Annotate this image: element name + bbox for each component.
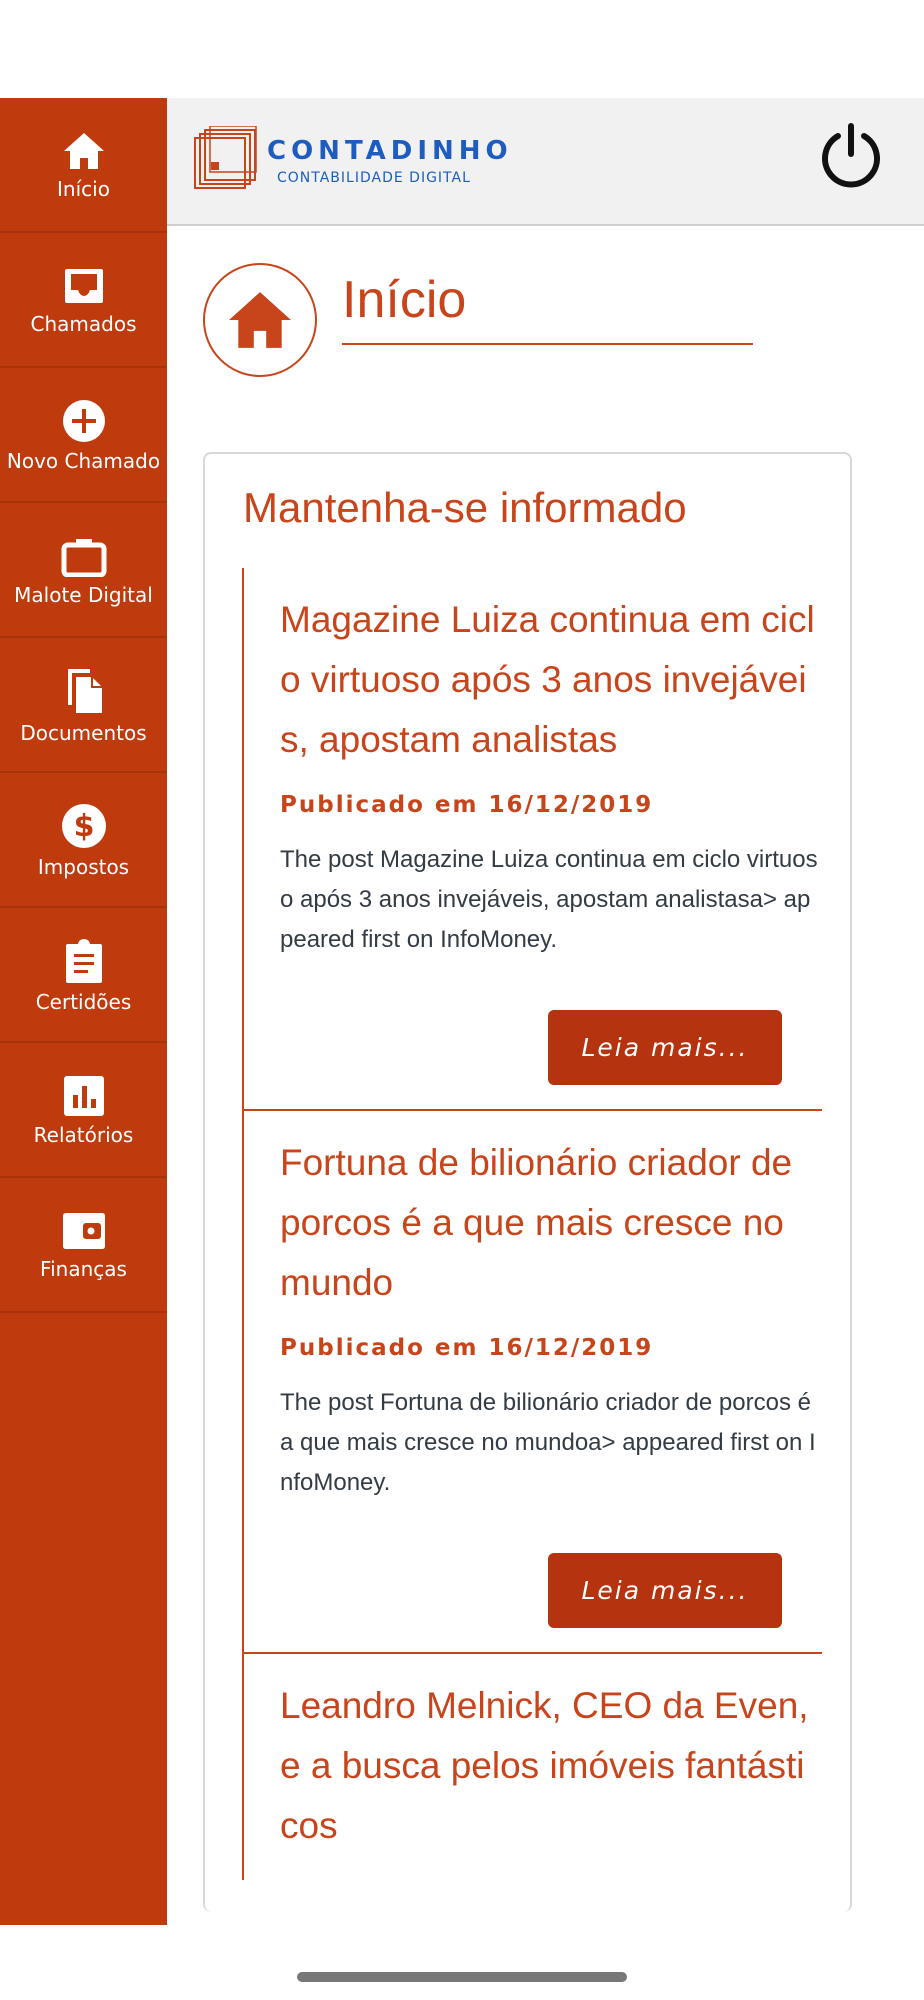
sidebar-item-label: Início [57,176,110,201]
post-description: The post Magazine Luiza continua em ciclo virtuoso após 3 anos invejáveis, apostam analistasa> appeared first on InfoMoney. [280,846,818,953]
sidebar-item-label: Certidões [35,989,132,1014]
sidebar-item-label: Relatórios [33,1122,134,1147]
news-feed [242,568,822,1880]
sidebar-item-inicio[interactable] [0,98,167,233]
brand-name: CONTADINHO [267,136,513,166]
post-title[interactable]: Magazine Luiza continua em ciclo virtuoso após 3 anos invejáveis, apostam analistas [280,599,815,760]
dollar-circle-icon [61,803,107,849]
news-post [244,568,822,1111]
post-title[interactable]: Fortuna de bilionário criador de porcos é a que mais cresce no mundo [280,1142,793,1303]
brand-tagline: CONTABILIDADE DIGITAL [277,170,471,186]
sidebar-item-label: Finanças [40,1256,127,1281]
sidebar-item-impostos[interactable] [0,773,167,908]
sidebar-item-label: Malote Digital [14,582,153,607]
title-underline [342,343,753,345]
bar-chart-icon [63,1075,105,1117]
news-card [203,452,852,1912]
sidebar-item-novo-chamado[interactable] [0,368,167,503]
briefcase-icon [61,535,107,577]
status-bar [0,0,924,98]
svg-text:$: $ [73,808,94,844]
sidebar [0,98,167,1925]
sidebar-item-certidoes[interactable] [0,908,167,1043]
sidebar-item-chamados[interactable] [0,233,167,368]
sidebar-item-financas[interactable] [0,1178,167,1313]
sidebar-item-malote-digital[interactable] [0,503,167,638]
post-description: The post Fortuna de bilionário criador de porcos é a que mais cresce no mundoa> appeared first on InfoMoney. [280,1389,816,1496]
home-indicator [297,1972,627,1982]
clipboard-icon [64,938,104,984]
page-icon-circle [203,263,317,377]
news-post [244,1111,822,1654]
sidebar-item-label: Documentos [20,720,147,745]
read-more-button[interactable]: Leia mais... [548,1010,782,1085]
post-date: Publicado em 16/12/2019 [280,1335,654,1361]
home-icon [225,289,295,351]
read-more-button[interactable]: Leia mais... [548,1553,782,1628]
sidebar-item-label: Impostos [37,854,130,879]
home-icon [62,131,106,171]
power-icon[interactable] [818,122,884,188]
page-title: Início [342,271,467,329]
news-post [244,1654,822,1880]
sidebar-item-relatorios[interactable] [0,1043,167,1178]
news-heading: Mantenha-se informado [243,484,687,531]
sidebar-item-label: Novo Chamado [6,448,161,473]
post-date: Publicado em 16/12/2019 [280,792,654,818]
documents-icon [62,667,106,715]
top-header [167,98,924,226]
plus-circle-icon [62,399,106,443]
sidebar-item-label: Chamados [30,311,137,336]
inbox-icon [63,266,105,306]
sidebar-item-documentos[interactable] [0,638,167,773]
wallet-icon [61,1211,107,1251]
post-title[interactable]: Leandro Melnick, CEO da Even, e a busca pelos imóveis fantásticos [280,1685,809,1846]
logo-icon [191,126,257,192]
